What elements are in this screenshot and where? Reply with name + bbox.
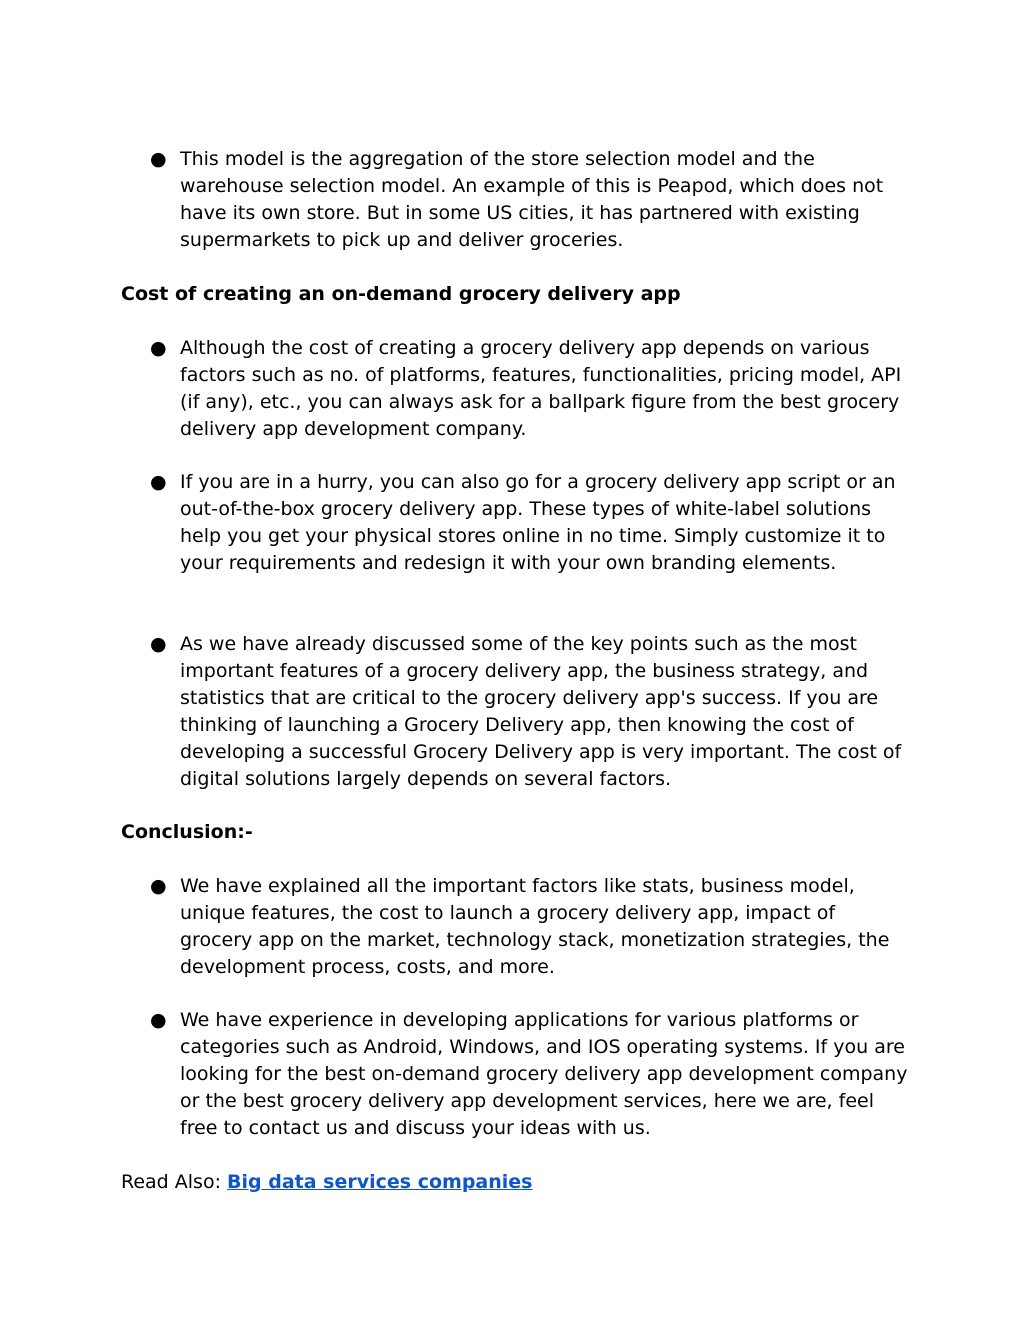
list-item bbox=[150, 873, 910, 981]
bullet-icon: ● bbox=[150, 633, 167, 655]
bullet-icon: ● bbox=[150, 337, 167, 359]
read-also-link[interactable]: Big data services companies bbox=[227, 1171, 533, 1193]
list-item-text: Although the cost of creating a grocery delivery app depends on various factors such as no. of platforms, features, functionalities, pricing model, API (if any), etc., you can always ask for a ballpark figure from the best grocery delivery app development company. bbox=[180, 337, 902, 440]
list-item-text: We have explained all the important factors like stats, business model, unique features, the cost to launch a grocery delivery app, impact of grocery app on the market, technology stack, monetization strategies, the development process, costs, and more. bbox=[180, 875, 890, 978]
section-heading-conclusion: Conclusion:- bbox=[121, 821, 253, 843]
bullet-icon: ● bbox=[150, 875, 167, 897]
list-item-text: We have experience in developing applications for various platforms or categories such as Android, Windows, and IOS operating systems. If you are looking for the best on-demand grocery delivery app development company or the best grocery delivery app development services, here we are, feel free to contact us and discuss your ideas with us. bbox=[180, 1009, 908, 1139]
bullet-icon: ● bbox=[150, 471, 167, 493]
list-item bbox=[150, 146, 910, 254]
list-item bbox=[150, 469, 910, 577]
bullet-icon: ● bbox=[150, 1009, 167, 1031]
list-item-text: As we have already discussed some of the key points such as the most important features of a grocery delivery app, the business strategy, and statistics that are critical to the grocery delivery app's success. If you are thinking of launching a Grocery Delivery app, then knowing the cost of developing a successful Grocery Delivery app is very important. The cost of digital solutions largely depends on several factors. bbox=[180, 633, 902, 790]
list-item-text: This model is the aggregation of the store selection model and the warehouse selection model. An example of this is Peapod, which does not have its own store. But in some US cities, it has partnered with existing supermarkets to pick up and deliver groceries. bbox=[180, 148, 884, 251]
bullet-icon: ● bbox=[150, 148, 167, 170]
list-item-text: If you are in a hurry, you can also go for a grocery delivery app script or an out-of-the-box grocery delivery app. These types of white-label solutions help you get your physical stores online in no time. Simply customize it to your requirements and redesign it with your own branding elements. bbox=[180, 471, 896, 574]
list-item bbox=[150, 1007, 910, 1142]
read-also-line bbox=[121, 1169, 533, 1196]
section-heading-cost: Cost of creating an on-demand grocery delivery app bbox=[121, 283, 681, 305]
read-also-label: Read Also: bbox=[121, 1171, 228, 1193]
list-item bbox=[150, 631, 910, 793]
list-item bbox=[150, 335, 910, 443]
